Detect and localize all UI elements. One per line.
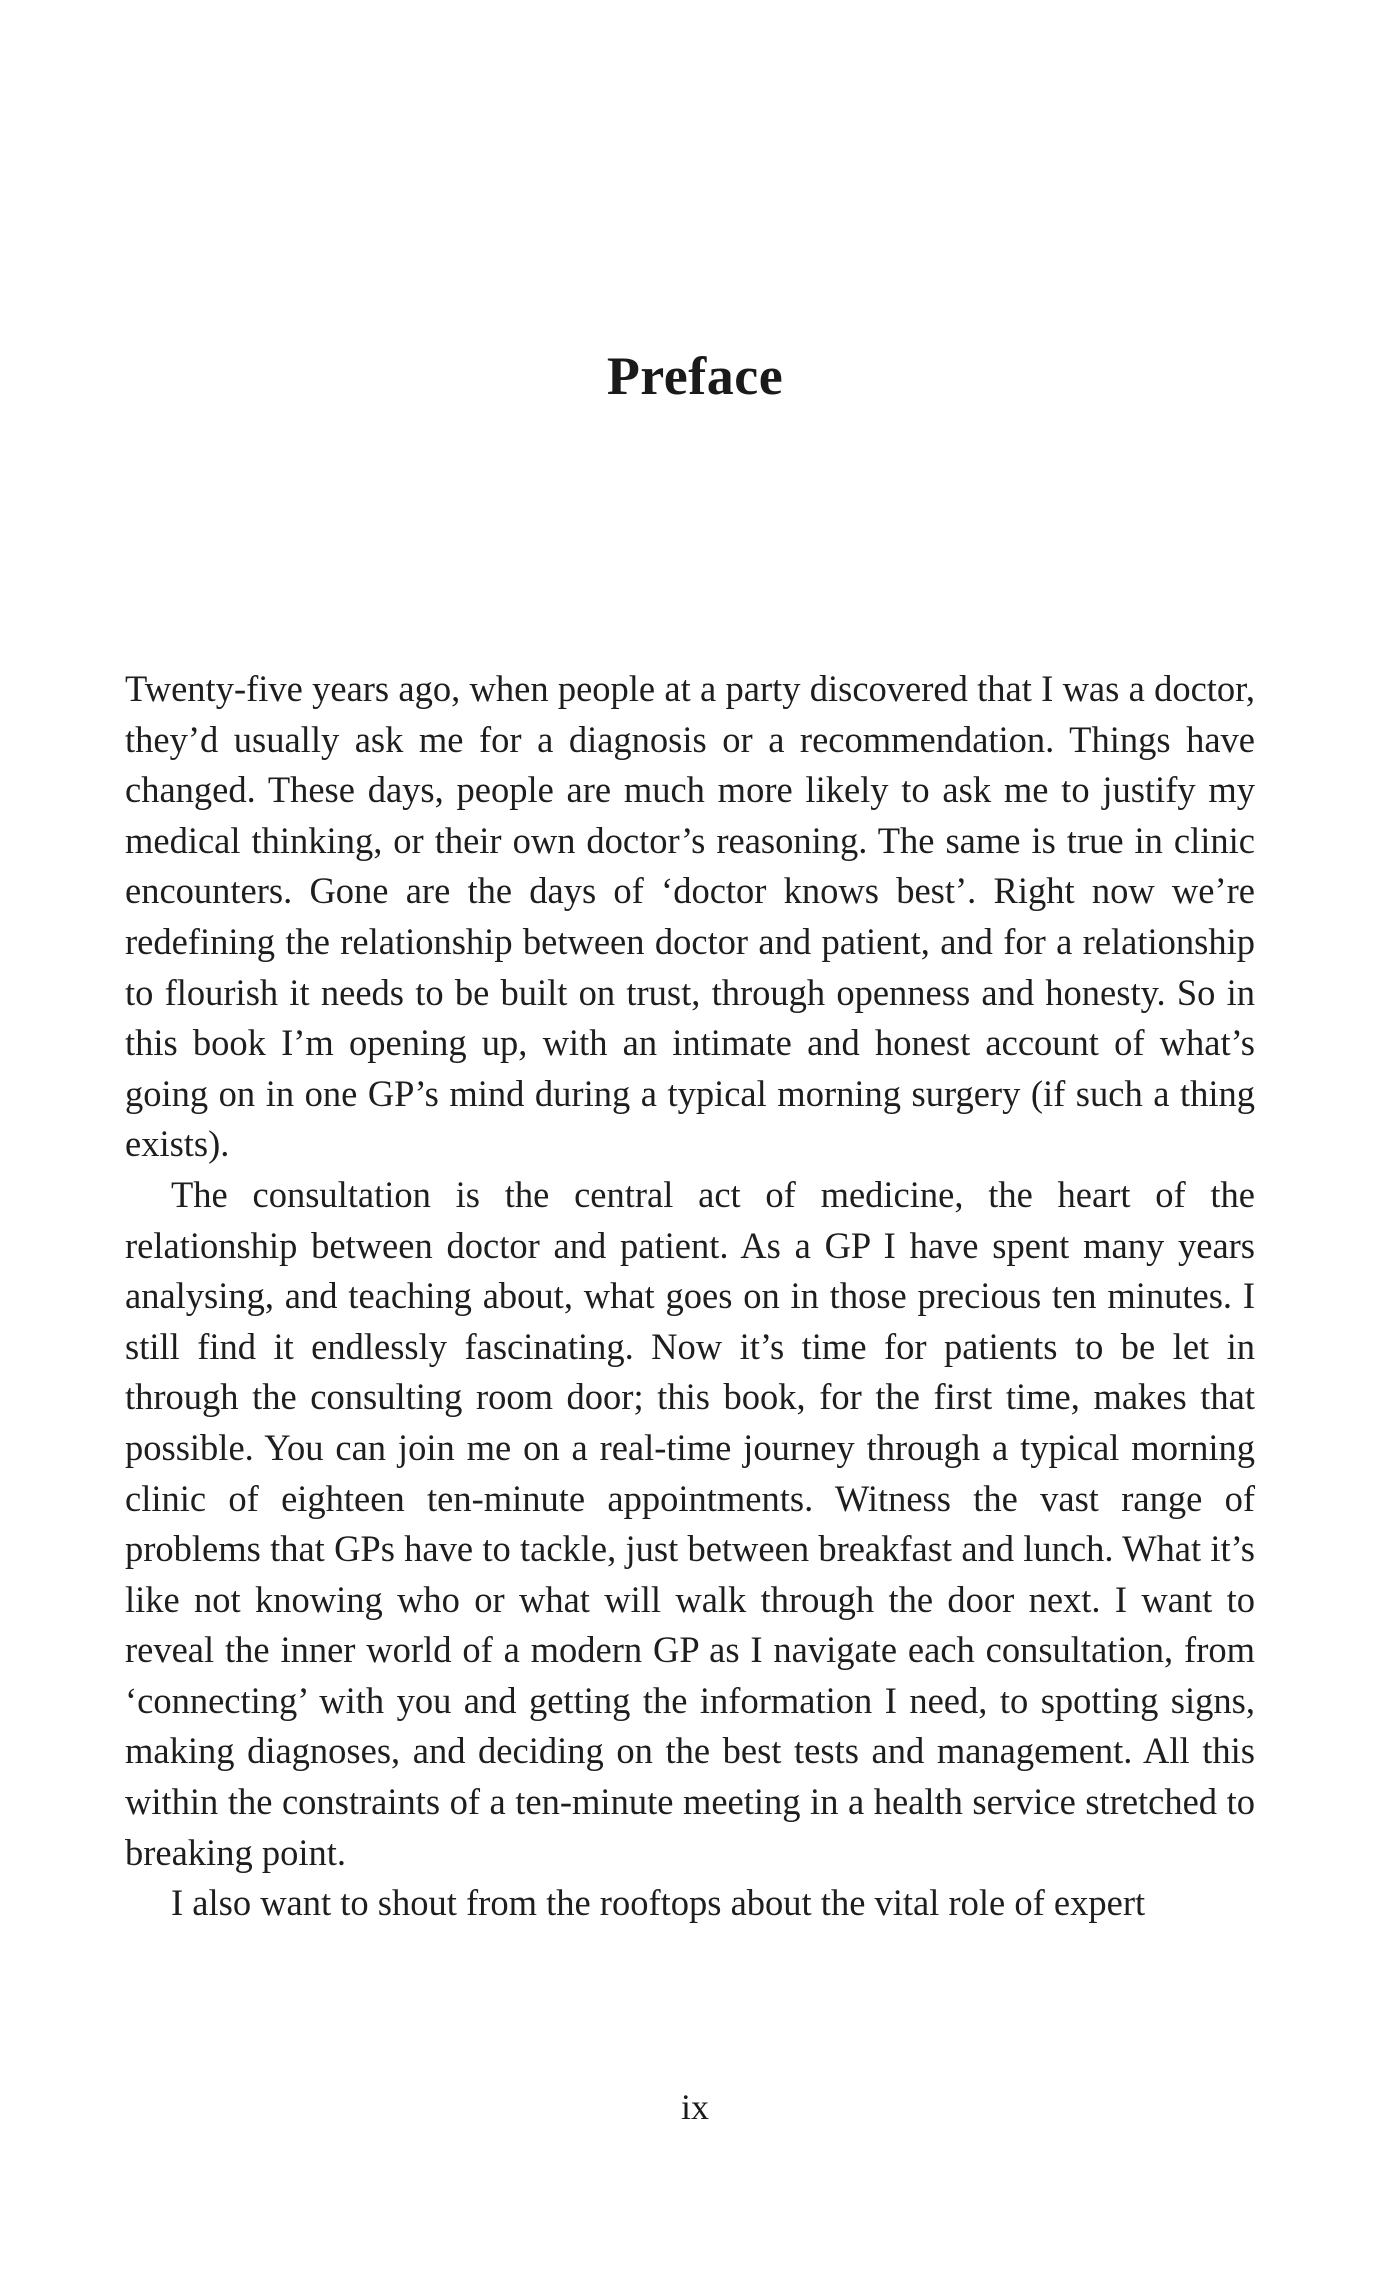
page-number: ix (680, 2087, 709, 2127)
preface-body (125, 664, 1255, 1929)
paragraph-1: Twenty-five years ago, when people at a party discovered that I was a doctor, they’d usually ask me for a diagnosis or a recommendation. Things have changed. These days, people are much more likely to ask me to justify my medical thinking, or their own doctor’s reasoning. The same is true in clinic encounters. Gone are the days of ‘doctor knows best’. Right now we’re redefining the relationship between doctor and patient, and for a relationship to flourish it needs to be built on trust, through openness and honesty. So in this book I’m opening up, with an intimate and honest account of what’s going on in one GP’s mind during a typical morning surgery (if such a thing exists). (125, 668, 1255, 1165)
paragraph-3: I also want to shout from the rooftops about the vital role of expert (171, 1882, 1146, 1924)
page-title: Preface (606, 346, 784, 406)
paragraph-2: The consultation is the central act of medicine, the heart of the relationship between doctor and patient. As a GP I have spent many years analysing, and teaching about, what goes on in those precious ten minutes. I still find it endlessly fascinating. Now it’s time for patients to be let in through the consulting room door; this book, for the first time, makes that possible. You can join me on a real-time journey through a typical morning clinic of eighteen ten-minute appointments. Witness the vast range of problems that GPs have to tackle, just between breakfast and lunch. What it’s like not knowing who or what will walk through the door next. I want to reveal the inner world of a modern GP as I navigate each consultation, from ‘connecting’ with you and getting the information I need, to spotting signs, making diagnoses, and deciding on the best tests and management. All this within the constraints of a ten-minute meeting in a health service stretched to breaking point. (125, 1173, 1255, 1873)
